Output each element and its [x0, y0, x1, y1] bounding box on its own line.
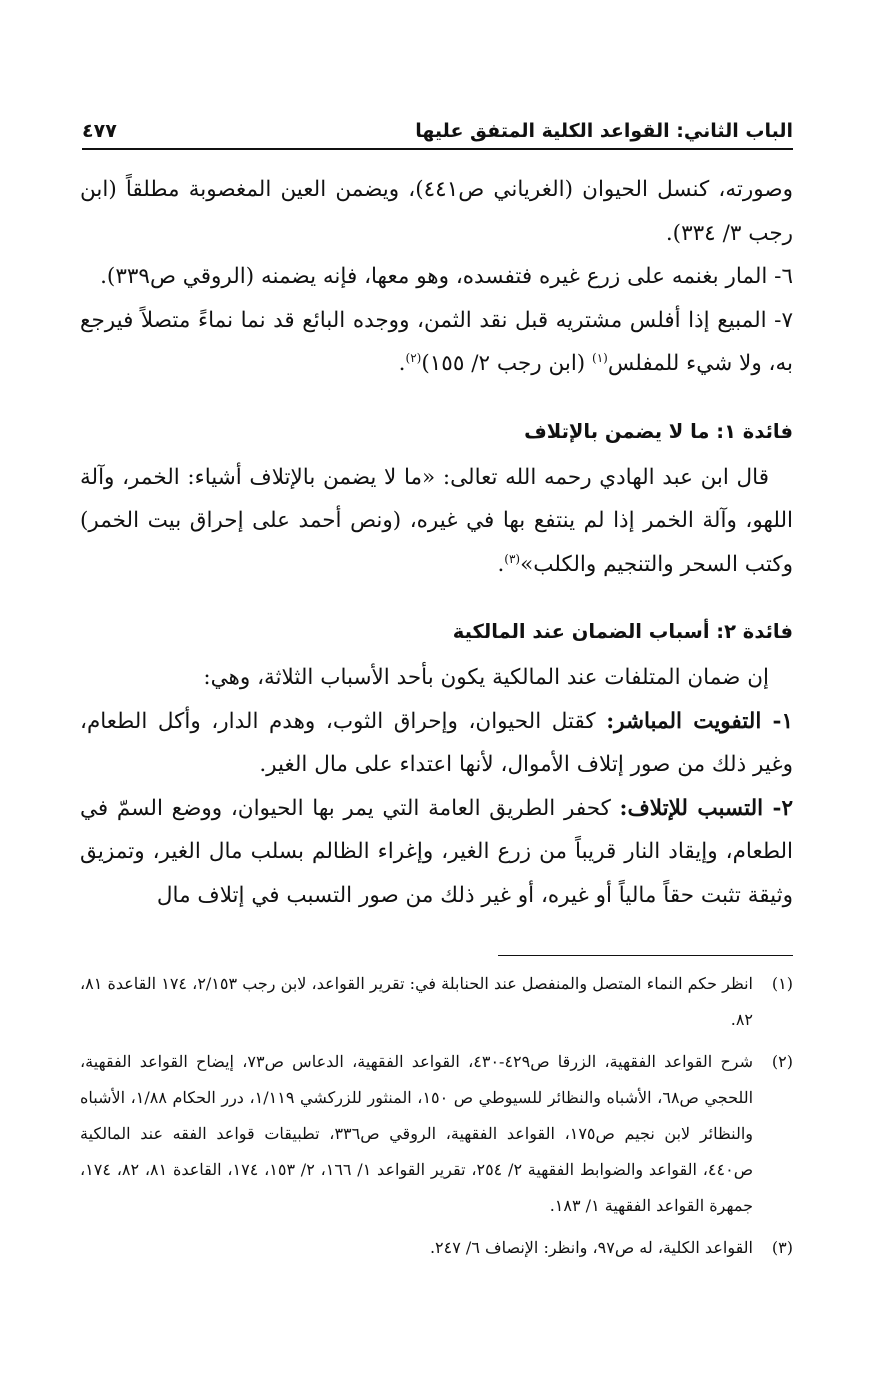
footnote-divider: [498, 955, 793, 956]
footnote-text: القواعد الكلية، له ص٩٧، وانظر: الإنصاف ٦/ ٢٤٧.: [429, 1238, 753, 1257]
item-7-citation: (ابن رجب ٢/ ١٥٥): [421, 351, 593, 376]
footnote-text: شرح القواعد الفقهية، الزرقا ص٤٢٩-٤٣٠، القواعد الفقهية، الدعاس ص٧٣، إيضاح القواعد الفقهية، اللحجي ص٦٨، الأشباه والنظائر للسيوطي ص ١٥٠، المنثور للزركشي ١/١١٩، درر الحكام ١/٨٨، الأشباه والنظائر لابن نجيم ص١٧٥، القواعد الفقهية، الروقي ص٣٣٦، تطبيقات قواعد الفقه عند المالكية ص٤٤٠، القواعد والضوابط الفقهية ٢/ ٢٥٤، تقرير القواعد ١/ ١٦٦، ٢/ ١٥٣، ١٧٤، القاعدة ٨١، ٨٢، ١٧٤، جمهرة القواعد الفقهية ١/ ١٨٣.: [80, 1052, 754, 1215]
item-7-text: ٧- المبيع إذا أفلس مشتريه قبل نقد الثمن، ووجده البائع قد نما نماءً متصلاً فيرجع به، ولا شيء للمفلس: [80, 307, 793, 376]
main-text: [80, 168, 793, 917]
item-7-end: .: [398, 351, 406, 376]
cause-1-text: كقتل الحيوان، وإحراق الثوب، وهدم الدار، وأكل الطعام، وغير ذلك من صور إتلاف الأموال، لأنها اعتداء على مال الغير.: [80, 708, 793, 777]
spacer: [80, 386, 793, 408]
running-header: [82, 112, 793, 150]
footnote-1: [80, 966, 793, 1038]
footnote-3: [80, 1230, 793, 1266]
footnote-ref-2: (٢): [405, 350, 422, 365]
spacer: [80, 586, 793, 608]
cause-2-text: كحفر الطريق العامة التي يمر بها الحيوان، ووضع السمّ في الطعام، وإيقاد النار قريباً من زرع الغير، وإغراء الظالم بسلب مال الغير، وتمزيق وثيقة تثبت حقاً مالياً أو غيره، أو غير ذلك من صور التسبب في إتلاف مال: [80, 795, 793, 908]
section-heading-2: فائدة ٢: أسباب الضمان عند المالكية: [452, 620, 793, 643]
paragraph-item-7: [80, 299, 793, 386]
footnote-number: (٢): [771, 1052, 793, 1071]
cause-2-paragraph: [80, 787, 793, 918]
footnote-number: (٣): [771, 1238, 793, 1257]
cause-1-paragraph: [80, 700, 793, 787]
page-number: ٤٧٧: [82, 120, 117, 142]
footnote-ref-3: (٣): [504, 551, 521, 566]
footnote-ref-1: (١): [592, 350, 608, 365]
quote-paragraph: [80, 456, 793, 587]
quote-end: .: [497, 551, 505, 577]
paragraph-1: وصورته، كنسل الحيوان (الغرياني ص٤٤١)، ويضمن العين المغصوبة مطلقاً (ابن رجب ٣/ ٣٣٤).: [80, 177, 793, 246]
cause-2-label: ٢- التسبب للإتلاف:: [619, 795, 793, 821]
section-heading-1: فائدة ١: ما لا يضمن بالإتلاف: [524, 419, 793, 443]
quote-text: قال ابن عبد الهادي رحمه الله تعالى: «ما لا يضمن بالإتلاف أشياء: الخمر، وآلة اللهو، وآلة الخمر إذا لم ينتفع بها في غيره، (ونص أحمد على إحراق بيت الخمر) وكتب السحر والتنجيم والكلب»: [80, 464, 793, 577]
footnotes: [80, 966, 793, 1272]
footnote-text: انظر حكم النماء المتصل والمنفصل عند الحنابلة في: تقرير القواعد، لابن رجب ٢/١٥٣، ١٧٤ القاعدة ٨١، ٨٢.: [80, 974, 754, 1029]
paragraph-item-6: ٦- المار بغنمه على زرع غيره فتفسده، وهو معها، فإنه يضمنه (الروقي ص٣٣٩).: [100, 264, 793, 289]
footnote-number: (١): [771, 974, 793, 993]
footnote-2: [80, 1044, 793, 1224]
cause-1-label: ١- التفويت المباشر:: [606, 708, 793, 734]
intro-paragraph: إن ضمان المتلفات عند المالكية يكون بأحد الأسباب الثلاثة، وهي:: [203, 665, 769, 690]
chapter-title: الباب الثاني: القواعد الكلية المتفق عليها: [415, 120, 793, 142]
